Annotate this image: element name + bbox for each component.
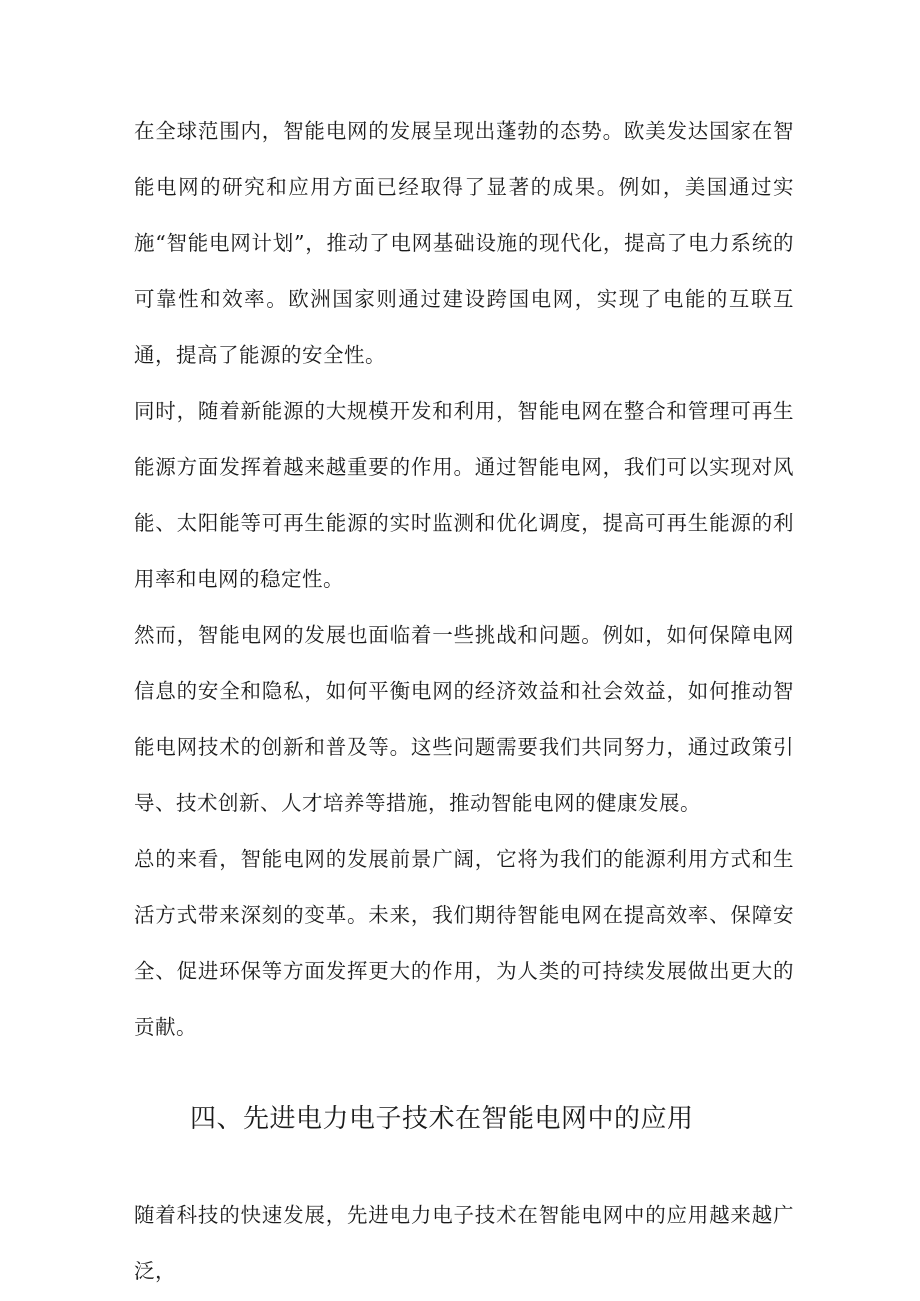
paragraph-outlook: 总的来看，智能电网的发展前景广阔，它将为我们的能源利用方式和生活方式带来深刻的变革。未来，我们期待智能电网在提高效率、保障安全、促进环保等方面发挥更大的作用，为人类的可持续发展做出更大的贡献。: [134, 847, 794, 1039]
paragraph-renewable-integration: 同时，随着新能源的大规模开发和利用，智能电网在整合和管理可再生能源方面发挥着越来越重要的作用。通过智能电网，我们可以实现对风能、太阳能等可再生能源的实时监测和优化调度，提高可再生能源的利用率和电网的稳定性。: [134, 399, 794, 591]
paragraph-global-development: 在全球范围内，智能电网的发展呈现出蓬勃的态势。欧美发达国家在智能电网的研究和应用方面已经取得了显著的成果。例如，美国通过实施“智能电网计划”，推动了电网基础设施的现代化，提高了电力系统的可靠性和效率。欧洲国家则通过建设跨国电网，实现了电能的互联互通，提高了能源的安全性。: [134, 119, 794, 367]
document-body: [134, 103, 794, 1299]
paragraph-challenges: 然而，智能电网的发展也面临着一些挑战和问题。例如，如何保障电网信息的安全和隐私，如何平衡电网的经济效益和社会效益，如何推动智能电网技术的创新和普及等。这些问题需要我们共同努力，通过政策引导、技术创新、人才培养等措施，推动智能电网的健康发展。: [134, 623, 794, 815]
paragraph-section-intro: 随着科技的快速发展，先进电力电子技术在智能电网中的应用越来越广泛，: [134, 1203, 794, 1283]
section-heading: 四、先进电力电子技术在智能电网中的应用: [190, 1104, 694, 1134]
